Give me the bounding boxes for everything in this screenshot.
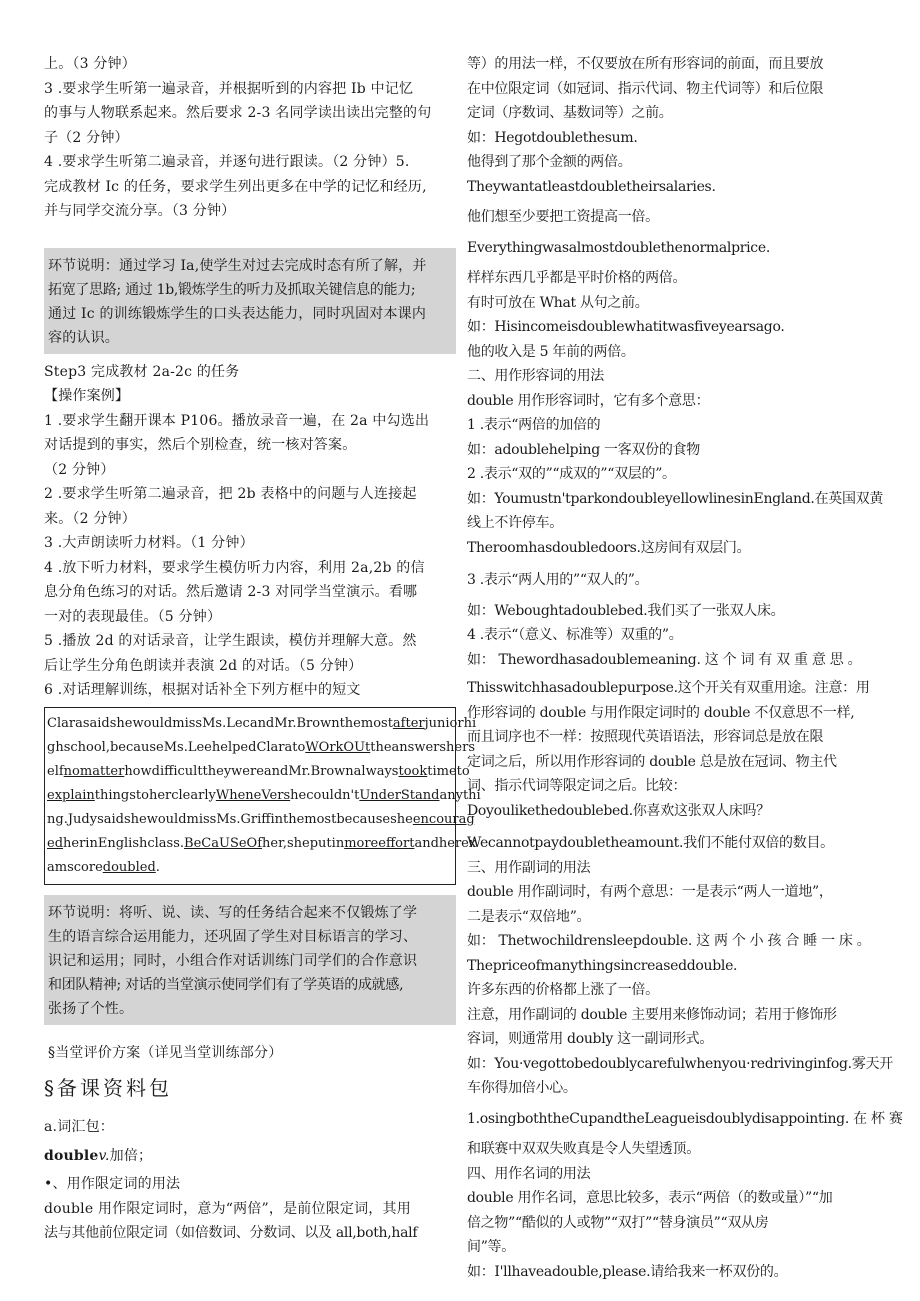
text-line: Theroomhasdoubledoors.这房间有双层门。 bbox=[467, 539, 751, 556]
text-line: 3 .大声朗读听力材料。（1 分钟） bbox=[44, 535, 254, 551]
text-line: 和团队精神; 对话的当堂演示使同学们有了学英语的成就感, bbox=[48, 976, 404, 993]
text-line: Theywantatleastdoubletheirsalaries. bbox=[467, 178, 716, 195]
case-title: 【操作案例】 bbox=[44, 388, 130, 404]
text-line: 张扬了个性。 bbox=[48, 1000, 134, 1017]
text-line: 息分角色练习的对话。然后邀请 2-3 对同学当堂演示。看哪 bbox=[44, 584, 418, 600]
left-column bbox=[44, 52, 481, 1246]
text-line: 他得到了那个金额的两倍。 bbox=[467, 154, 632, 170]
passage-text: thingstoherclearly bbox=[94, 787, 216, 803]
passage-text: timeto bbox=[427, 763, 470, 779]
text-line: 二是表示“双倍地”。 bbox=[467, 908, 591, 925]
text-line: 4 .表示“（意义、标准等）双重的”。 bbox=[467, 627, 683, 643]
text-line: 6 .对话理解训练，根据对话补全下列方框中的短文 bbox=[44, 682, 361, 698]
text-line: （2 分钟） bbox=[44, 461, 115, 478]
text-line: 3 .要求学生听第一遍录音，并根据听到的内容把 Ib 中记忆 bbox=[44, 80, 414, 97]
filled-answer: BeCaUSeOf bbox=[184, 835, 263, 851]
text-line: 有时可放在 What 从句之前。 bbox=[467, 294, 649, 311]
text-line: 许多东西的价格都上涨了一倍。 bbox=[467, 982, 659, 998]
text-line: 容的认识。 bbox=[48, 329, 119, 346]
text-line: 环节说明：将听、说、读、写的任务结合起来不仅锻炼了学 bbox=[48, 904, 418, 921]
text-line: 三、用作副词的用法 bbox=[467, 859, 591, 876]
text-line: 如：Hegotdoublethesum. bbox=[467, 129, 638, 146]
text-line: Everythingwasalmostdoublethenormalprice. bbox=[467, 239, 770, 256]
right-column-text bbox=[467, 52, 903, 1284]
text-line: 子（2 分钟） bbox=[44, 129, 129, 146]
text-line: 完成教材 Ic 的任务，要求学生列出更多在中学的记忆和经历, bbox=[44, 178, 427, 195]
headword: double bbox=[44, 1147, 99, 1164]
vocab-heading: a.词汇包： bbox=[44, 1119, 114, 1135]
text-line: 1 .要求学生翻开课本 P106。播放录音一遍，在 2a 中勾选出 bbox=[44, 412, 430, 429]
text-line: 对话提到的事实，然后个别检查，统一核对答案。 bbox=[44, 437, 357, 453]
passage-text: ClarasaidshewouldmissMs.LecandMr.Brownthemost bbox=[47, 715, 393, 731]
passage-text: herinEnglishclass. bbox=[63, 835, 185, 851]
filled-answer: moreeffort bbox=[344, 835, 415, 851]
filled-answer: doubled bbox=[102, 859, 156, 875]
evaluation-heading: §当堂评价方案（详见当堂训练部分） bbox=[48, 1044, 283, 1061]
text-line: Thepriceofmanythingsincreaseddouble. bbox=[467, 957, 738, 974]
passage-text: theanswershers bbox=[370, 739, 476, 755]
passage-text: elf bbox=[47, 763, 64, 779]
text-line: 如：Youmustn'tparkondoubleyellowlinesinEngland.在英国双黄 bbox=[467, 490, 884, 507]
intro-steps bbox=[44, 52, 456, 224]
text-line: 上。（3 分钟） bbox=[44, 56, 136, 72]
passage-text: hecouldn't bbox=[290, 787, 360, 803]
resource-pack-heading: §备课资料包 bbox=[44, 1076, 172, 1100]
text-line: 5 .播放 2d 的对话录音，让学生跟读，模仿并理解大意。然 bbox=[44, 633, 417, 649]
text-line: Wecannotpaydoubletheamount.我们不能付双倍的数目。 bbox=[467, 835, 834, 851]
filled-answer: UnderStand bbox=[359, 787, 440, 803]
text-line: 1.osingboththeCupandtheLeagueisdoublydisappointing. 在 杯 赛 bbox=[467, 1110, 903, 1127]
text-line: 通过 Ic 的训练锻炼学生的口头表达能力，同时巩固对本课内 bbox=[48, 305, 427, 322]
text-line: 倍之物”“酷似的人或物”“双打”“替身演员”“双从房 bbox=[467, 1214, 769, 1231]
right-column bbox=[467, 52, 903, 1284]
part-of-speech: v. bbox=[98, 1147, 110, 1164]
text-line: 注意，用作副词的 double 主要用来修饰动词；若用于修饰形 bbox=[467, 1006, 837, 1023]
filled-answer: explain bbox=[47, 787, 95, 803]
text-line: 等）的用法一样，不仅要放在所有形容词的前面，而且要放 bbox=[467, 56, 824, 72]
text-line: 如：Weboughtadoublebed.我们买了一张双人床。 bbox=[467, 602, 785, 619]
text-line: Thisswitchhasadoublepurpose.这个开关有双重用途。注意：用 bbox=[467, 680, 870, 696]
passage-text: juniorhi bbox=[424, 715, 477, 731]
text-line: 容词，则通常用 doubly 这一副词形式。 bbox=[467, 1031, 714, 1047]
text-line: 如： Thetwochildrensleepdouble. 这 两 个 小 孩 合 睡 一 床 。 bbox=[467, 933, 871, 949]
section-note-box bbox=[44, 248, 456, 354]
text-line: 一对的表现最佳。（5 分钟） bbox=[44, 608, 222, 625]
text-line: 法与其他前位限定词（如倍数词、分数词、以及 all,both,half bbox=[44, 1225, 418, 1241]
passage-text: her,sheputin bbox=[262, 835, 345, 851]
text-line: 来。（2 分钟） bbox=[44, 510, 136, 527]
text-line: 拓宽了思路; 通过 1b,锻炼学生的听力及抓取关键信息的能力; bbox=[48, 281, 416, 298]
filled-answer: WheneVers bbox=[215, 787, 291, 803]
text-line: 和联赛中双双失败真是令人失望透顶。 bbox=[467, 1141, 700, 1157]
text-line: 的事与人物联系起来。然后要求 2-3 名同学读出读出完整的句 bbox=[44, 105, 432, 121]
text-line: 2 .要求学生听第二遍录音，把 2b 表格中的问题与人连接起 bbox=[44, 486, 417, 502]
filled-answer: ed bbox=[47, 835, 64, 851]
section-heading: •、用作限定词的用法 bbox=[44, 1176, 181, 1192]
passage-text: howdifficulttheywereandMr.Brownalways bbox=[124, 763, 399, 779]
case-steps bbox=[44, 409, 456, 703]
text-line: 线上不许停车。 bbox=[467, 515, 563, 531]
passage-text: ghschool,becauseMs.LeehelpedClarato bbox=[47, 739, 306, 755]
filled-answer: WOrkOUt bbox=[305, 739, 371, 755]
text-line: 作形容词的 double 与用作限定词时的 double 不仅意思不一样, bbox=[467, 704, 855, 721]
text-line: 而且词序也不一样：按照现代英语语法，形容词总是放在限 bbox=[467, 729, 824, 745]
text-line: double 用作名词，意思比较多，表示“两倍（的数或量）”“加 bbox=[467, 1190, 833, 1206]
text-line: 四、用作名词的用法 bbox=[467, 1165, 591, 1182]
passage-text: . bbox=[155, 859, 160, 875]
text-line: 他的收入是 5 年前的两倍。 bbox=[467, 343, 635, 360]
text-line: 4 .放下听力材料，要求学生模仿听力内容，利用 2a,2b 的信 bbox=[44, 559, 425, 576]
text-line: 二、用作形容词的用法 bbox=[467, 368, 604, 384]
text-line: 在中位限定词（如冠词、指示代词、物主代词等）和后位限 bbox=[467, 80, 824, 97]
step-heading: Step3 完成教材 2a-2c 的任务 bbox=[44, 363, 240, 380]
text-line: 如：I'llhaveadouble,please.请给我来一杯双份的。 bbox=[467, 1263, 788, 1280]
text-line: double 用作限定词时，意为“两倍”，是前位限定词，其用 bbox=[44, 1200, 411, 1217]
passage-text: amscore bbox=[47, 859, 103, 875]
text-line: 后让学生分角色朗读并表演 2d 的对话。（5 分钟） bbox=[44, 657, 363, 674]
text-line: 如：adoublehelping 一客双份的食物 bbox=[467, 441, 700, 458]
text-line: double 用作副词时，有两个意思：一是表示“两人一道地”， bbox=[467, 884, 833, 900]
text-line: 如： Thewordhasadoublemeaning. 这 个 词 有 双 重 意 思 。 bbox=[467, 651, 862, 668]
text-line: 定词之后，所以用作形容词的 double 总是放在冠词、物主代 bbox=[467, 753, 837, 770]
text-line: Doyoulikethedoublebed.你喜欢这张双人床吗？ bbox=[467, 802, 770, 819]
text-line: double 用作形容词时，它有多个意思： bbox=[467, 392, 710, 409]
filled-answer: nomatter bbox=[63, 763, 125, 779]
fill-in-passage-box bbox=[44, 707, 481, 885]
text-line: 并与同学交流分享。（3 分钟） bbox=[44, 203, 236, 219]
filled-answer: took bbox=[398, 763, 428, 779]
passage-text: ng.JudysaidshewouldmissMs.Griffinthemostbecauseshe bbox=[47, 811, 413, 827]
passage-text: anythi bbox=[439, 787, 481, 803]
text-line: 4 .要求学生听第二遍录音，并逐句进行跟读。（2 分钟）5. bbox=[44, 154, 410, 170]
text-line: 定词（序数词、基数词等）之前。 bbox=[467, 105, 673, 121]
text-line: 词、指示代词等限定词之后。比较： bbox=[467, 778, 687, 794]
passage-text: andherex bbox=[414, 835, 477, 851]
text-line: 车你得加倍小心。 bbox=[467, 1080, 577, 1096]
text-line: 环节说明：通过学习 Ia,使学生对过去完成时态有所了解，并 bbox=[48, 257, 427, 274]
text-line: 样样东西几乎都是平时价格的两倍。 bbox=[467, 270, 687, 286]
filled-answer: encourag bbox=[412, 811, 475, 827]
text-line: 2 .表示“双的”“成双的”“双层的”。 bbox=[467, 466, 676, 482]
word-meaning: 加倍； bbox=[109, 1147, 153, 1164]
text-line: 3 .表示“两人用的”“双人的”。 bbox=[467, 572, 649, 588]
text-line: 生的语言综合运用能力，还巩固了学生对目标语言的学习、 bbox=[48, 928, 418, 945]
text-line: 如：Hisincomeisdoublewhatitwasfiveyearsago. bbox=[467, 319, 785, 335]
filled-answer: after bbox=[392, 715, 425, 731]
text-line: 间”等。 bbox=[467, 1239, 515, 1255]
word-entry bbox=[44, 1144, 456, 1169]
text-line: 1 .表示“两倍的加倍的 bbox=[467, 417, 601, 433]
text-line: 识记和运用；同时，小组合作对话训练门司学们的合作意识 bbox=[48, 952, 418, 969]
text-line: 如：You·vegottobedoublycarefulwhenyou·redrivinginfog.雾天开 bbox=[467, 1055, 893, 1072]
section-note-box bbox=[44, 895, 456, 1025]
text-line: 他们想至少要把工资提高一倍。 bbox=[467, 209, 659, 225]
